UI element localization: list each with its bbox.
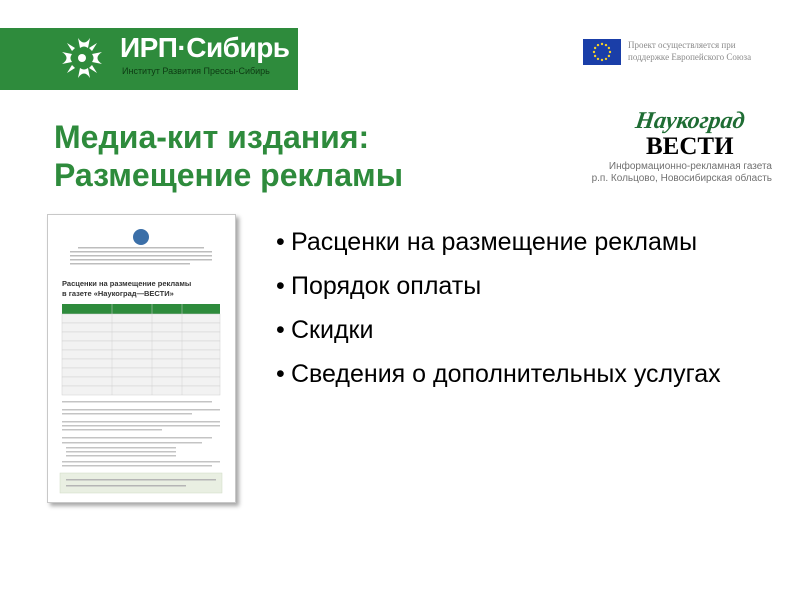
eu-note-line2: поддержке Европейского Союза <box>628 52 752 62</box>
doc-header-lines <box>70 247 212 265</box>
newspaper-desc-line2: р.п. Кольцово, Новосибирская область <box>591 173 772 184</box>
eu-flag-icon <box>583 39 621 65</box>
list-item: • Сведения о дополнительных услугах <box>276 359 756 389</box>
newspaper-logo <box>632 104 774 160</box>
doc-heading-line2: в газете «Наукоград—ВЕСТИ» <box>62 289 174 298</box>
doc-body-lines <box>62 401 220 467</box>
page-title-line2: Размещение рекламы <box>54 157 404 193</box>
doc-emblem-icon <box>133 229 149 245</box>
newspaper-logo-line2: ВЕСТИ <box>646 133 734 160</box>
list-item: • Скидки <box>276 315 756 345</box>
newspaper-desc-line1: Информационно-рекламная газета <box>608 161 772 172</box>
doc-table <box>62 304 220 395</box>
list-item: • Расценки на размещение рекламы <box>276 227 756 257</box>
bullet-list <box>276 227 756 403</box>
page-title <box>54 118 403 194</box>
org-logo-subtitle: Институт Развития Прессы-Сибирь <box>122 66 270 76</box>
org-logo-name: ИРП·Сибирь <box>120 32 290 63</box>
eu-support-note <box>628 39 788 63</box>
eu-note-line1: Проект осуществляется при <box>628 40 736 50</box>
doc-footer-note <box>60 473 222 493</box>
page-title-line1: Медиа-кит издания: <box>54 119 370 155</box>
irp-logo-mark-icon <box>58 34 106 82</box>
list-item: • Порядок оплаты <box>276 271 756 301</box>
document-thumbnail <box>47 214 236 503</box>
newspaper-logo-line1: Наукоград <box>633 108 747 134</box>
doc-heading-line1: Расценки на размещение рекламы <box>62 279 192 288</box>
document-thumbnail-graphic <box>48 215 235 502</box>
